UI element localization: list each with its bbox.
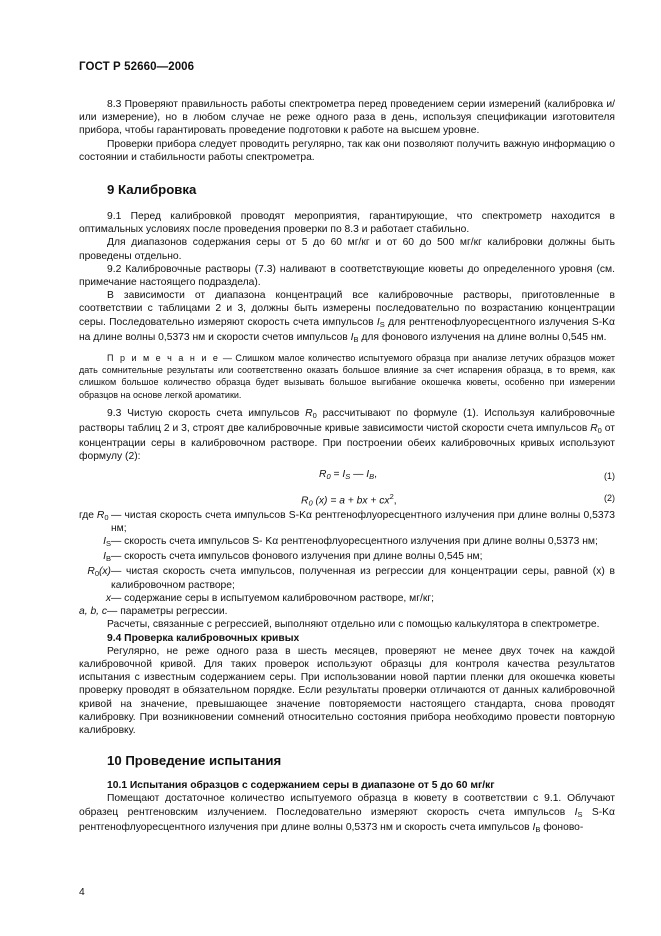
definition-r0x: $R_0(x)$ — чистая скорость счета импульсов, полученная из регрессии для концентрации серы, равной (x) в калибровочном растворе; — [87, 566, 615, 591]
paragraph-10-1: Помещают достаточное количество испытуемого образца в кювету в соответствии с 9.1. Облучают образец рентгеновским излучением. Последовательно измеряют скорость счета импульсов $I_S$ S-Kα рентгенофлуоресцентного излучения при длине волны 0,5373 нм и скорость счета импульсов $I_B$ фоново- — [79, 793, 615, 834]
paragraph-9-3: 9.3 Чистую скорость счета импульсов $R_0$ рассчитывают по формуле (1). Используя калибровочные растворы таблиц 2 и 3, строят две калибровочные кривые зависимости чистой скорости счета импульсов $R_0$ от концентрации серы в калибровочном растворе. При построении обеих калибровочных кривых используют формулу (2): — [79, 407, 616, 463]
definition-ib: $I_B$ — скорость счета импульсов фонового излучения при длине волны 0,545 нм; — [103, 551, 483, 564]
paragraph-8-3: 8.3 Проверяют правильность работы спектрометра перед проведением серии измерений (калибровка и/или измерение), но в любом случае не реже одного раза в день, используя спецификации изготовителя прибора, чтобы гарантировать проведение подготовки к работе на высшем уровне. — [79, 99, 615, 137]
formula-1: $R_0 = I_S$ — $I_B$, (1) — [79, 468, 615, 483]
subsection-heading-10-1: 10.1 Испытания образцов с содержанием серы в диапазоне от 5 до 60 мг/кг — [107, 780, 495, 792]
paragraph-regression: Расчеты, связанные с регрессией, выполняют отдельно или с помощью калькулятора в спектрометре. — [107, 619, 600, 631]
definition-is: $I_S$ — скорость счета импульсов S- Kα рентгенофлуоресцентного излучения при длине волны 0,5373 нм; — [103, 536, 598, 549]
paragraph-9-4: Регулярно, не реже одного раза в шесть месяцев, проверяют не менее двух точек на каждой калибровочной кривой. Для таких проверок используют образцы для контроля качества результатов испытания с известным содержанием серы. При использовании новой партии пленки для окошечка кюветы проверку проводят в обязательном порядке. Если результаты проверки отличаются от данных калибровочной кривой на значение, превышающее значение повторяемости настоящего стандарта, снова проводят калибровку. При возникновении сомнений относительно состояния прибора необходимо провести повторную калибровку. — [79, 645, 615, 736]
definition-r0: где $R_0$ — чистая скорость счета импульсов S-Kα рентгенофлуоресцентного излучения при длине волны 0,5373 нм; — [79, 509, 615, 534]
definition-x: x — содержание серы в испытуемом калибровочном растворе, мг/кг; — [105, 592, 434, 604]
formula-2-number: (2) — [604, 492, 615, 503]
document-header: ГОСТ Р 52660—2006 — [79, 61, 195, 73]
formula-1-number: (1) — [604, 470, 615, 481]
definition-abc: a, b, c — параметры регрессии. — [79, 606, 228, 618]
page-number: 4 — [79, 887, 85, 898]
document-body — [79, 98, 615, 836]
section-heading-10: 10 Проведение испытания — [107, 753, 282, 769]
paragraph-9-1-ranges: Для диапазонов содержания серы от 5 до 60 мг/кг и от 60 до 500 мг/кг калибровки должны быть проведены отдельно. — [79, 237, 615, 262]
section-heading-9: 9 Калибровка — [107, 182, 197, 198]
paragraph-8-3-checks: Проверки прибора следует проводить регулярно, так как они позволяют получить важную информацию о состоянии и стабильности работы спектрометра. — [79, 138, 615, 163]
note: П р и м е ч а н и е — Слишком малое количество испытуемого образца при анализе летучих образцов может дать сомнительные результаты или соответственно оказать большое влияние за счет испарения образца, в то время, как слишком большое количество образца будет вызывать большое выгибание окошечка кюветы, особенно при измерении образцов на основе легкой ароматики. — [79, 353, 615, 400]
formula-2: $R_0$ (x) = a + bx + $cx^2$, (2) — [301, 491, 615, 508]
paragraph-9-2: 9.2 Калибровочные растворы (7.3) наливают в соответствующие кюветы до определенного уровня (см. примечание настоящего подраздела). — [79, 263, 615, 289]
paragraph-9-2-measure: В зависимости от диапазона концентраций все калибровочные растворы, приготовленные в соответствии с таблицами 2 и 3, должны быть измерены последовательно по возрастанию концентрации серы. Последовательно измеряют скорость счета импульсов $I_S$ для рентгенофлуоресцентного излучения S-Kα на длине волны 0,5373 нм и скорости счетов импульсов $I_B$ для фонового излучения на длине волны 0,545 нм. — [79, 290, 615, 344]
subsection-heading-9-4: 9.4 Проверка калибровочных кривых — [107, 632, 300, 644]
paragraph-9-1: 9.1 Перед калибровкой проводят мероприятия, гарантирующие, что спектрометр находится в оптимальных условиях после проведения проверки по 8.3 и работает стабильно. — [79, 211, 615, 236]
